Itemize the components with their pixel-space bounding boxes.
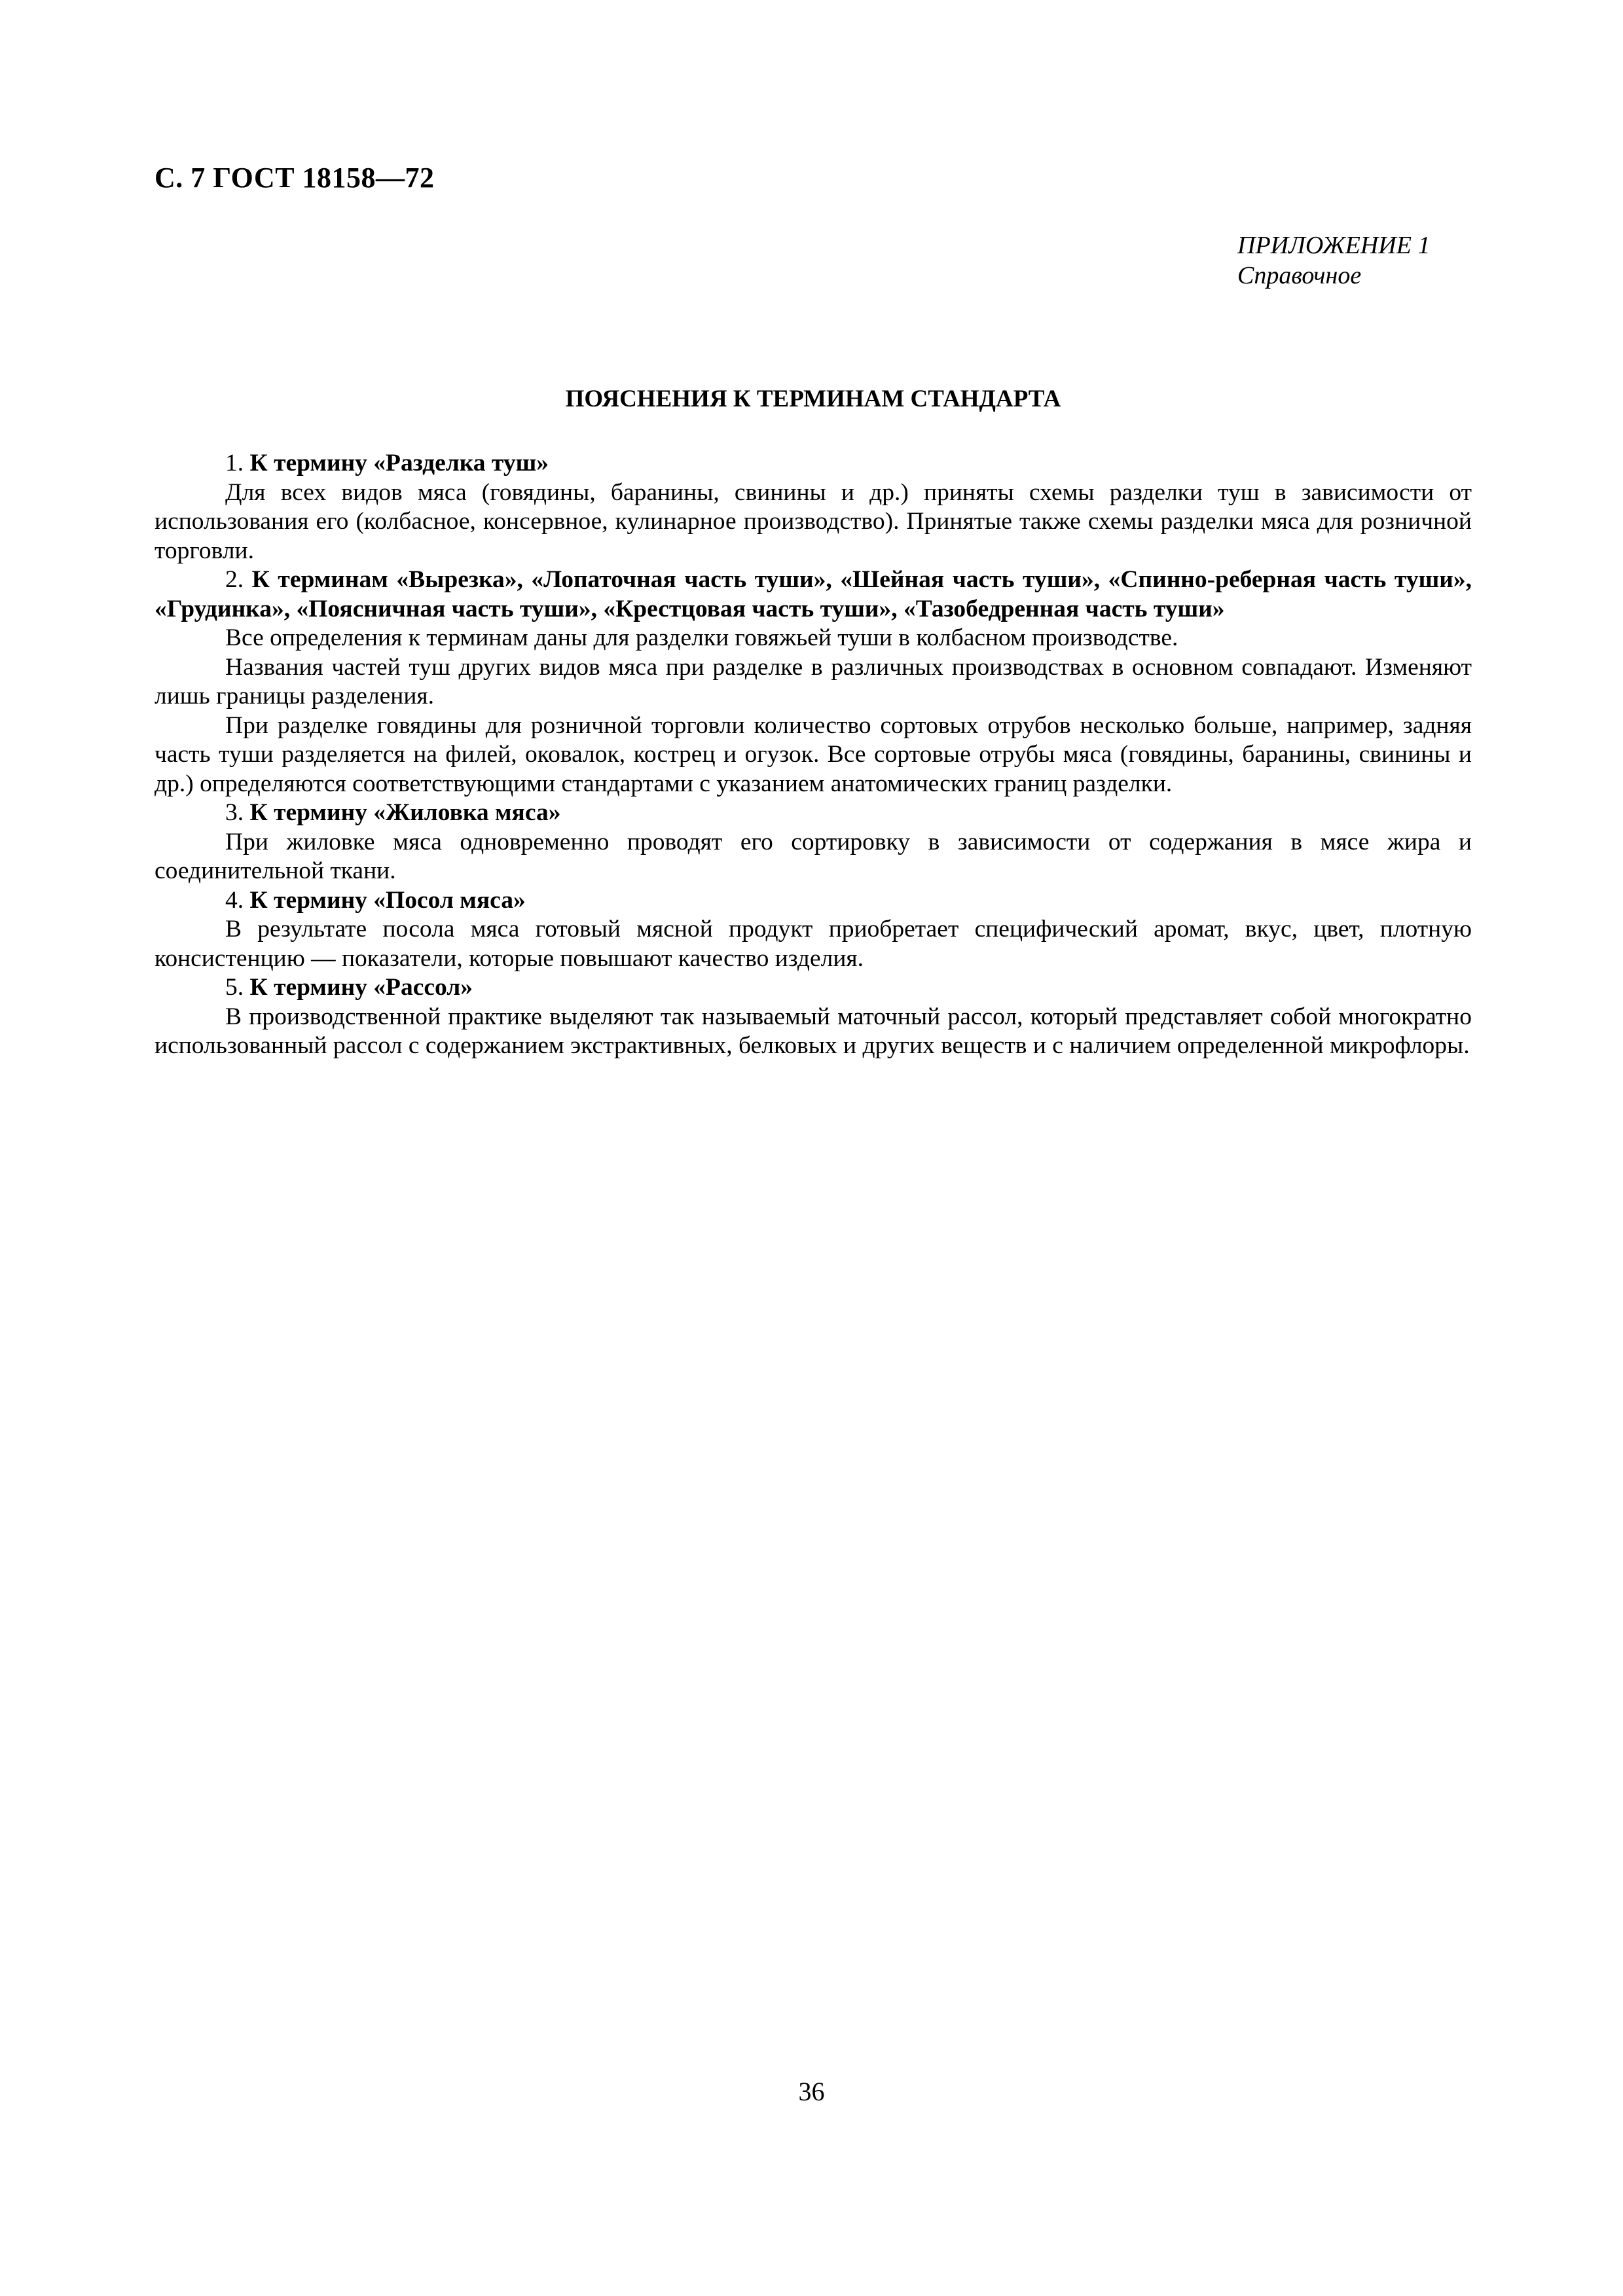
section-heading-text: К термину «Жиловка мяса» [249,799,561,826]
section-heading-text: К термину «Посол мяса» [249,886,526,914]
paragraph: Названия частей туш других видов мяса при разделке в различных производствах в основном совпадают. Изменяют лишь границы разделения. [155,653,1472,709]
section-heading-4 [155,886,1472,916]
page-header: С. 7 ГОСТ 18158—72 [155,162,435,194]
section-heading-text: К термину «Рассол» [249,974,473,1001]
section-number: 3. [225,799,244,826]
paragraph: В результате посола мяса готовый мясной продукт приобретает специфический аромат, вкус, цвет, плотную консистенцию — показатели, которые повышают качество изделия. [155,916,1472,972]
section-heading-5 [155,973,1472,1003]
section-heading-text: К терминам «Вырезка», «Лопаточная часть туши», «Шейная часть туши», «Спинно-реберная часть туши», «Грудинка», «Поясничная часть туши», «Крестцовая часть туши», «Тазобедренная часть туши» [155,566,1472,622]
paragraph: При разделке говядины для розничной торговли количество сортовых отрубов несколько больше, например, задняя часть туши разделяется на филей, оковалок, кострец и огузок. Все сортовые отрубы мяса (говядины, баранины, свинины и др.) определяются соответствующими стандартами с указанием анатомических границ разделки. [155,711,1472,797]
section-number: 5. [225,974,244,1001]
section-heading-2 [155,565,1472,624]
appendix-type: Справочное [1237,262,1362,289]
section-heading-1 [155,449,1472,478]
appendix-label: ПРИЛОЖЕНИЕ 1 [1237,232,1431,259]
paragraph: В производственной практике выделяют так называемый маточный рассол, который представляет собой многократно использованный рассол с содержанием экстрактивных, белковых и других веществ и с наличием определенной микрофлоры. [155,1003,1472,1059]
page-number: 36 [798,2077,825,2106]
section-number: 4. [225,886,244,914]
appendix-label-block [1237,230,1430,291]
document-title: ПОЯСНЕНИЯ К ТЕРМИНАМ СТАНДАРТА [565,386,1061,412]
section-number: 1. [225,450,244,476]
section-number: 2. [225,566,244,593]
paragraph: Для всех видов мяса (говядины, баранины, свинины и др.) приняты схемы разделки туш в зависимости от использования его (колбасное, консервное, кулинарное производство). Принятые также схемы разделки мяса для розничной торговли. [155,478,1472,564]
paragraph: При жиловке мяса одновременно проводят его сортировку в зависимости от содержания в мясе жира и соединительной ткани. [155,828,1472,884]
section-heading-text: К термину «Разделка туш» [249,450,549,476]
paragraph: Все определения к терминам даны для разделки говяжьей туши в колбасном производстве. [225,624,1178,651]
document-body [155,449,1472,1061]
section-heading-3 [155,798,1472,828]
